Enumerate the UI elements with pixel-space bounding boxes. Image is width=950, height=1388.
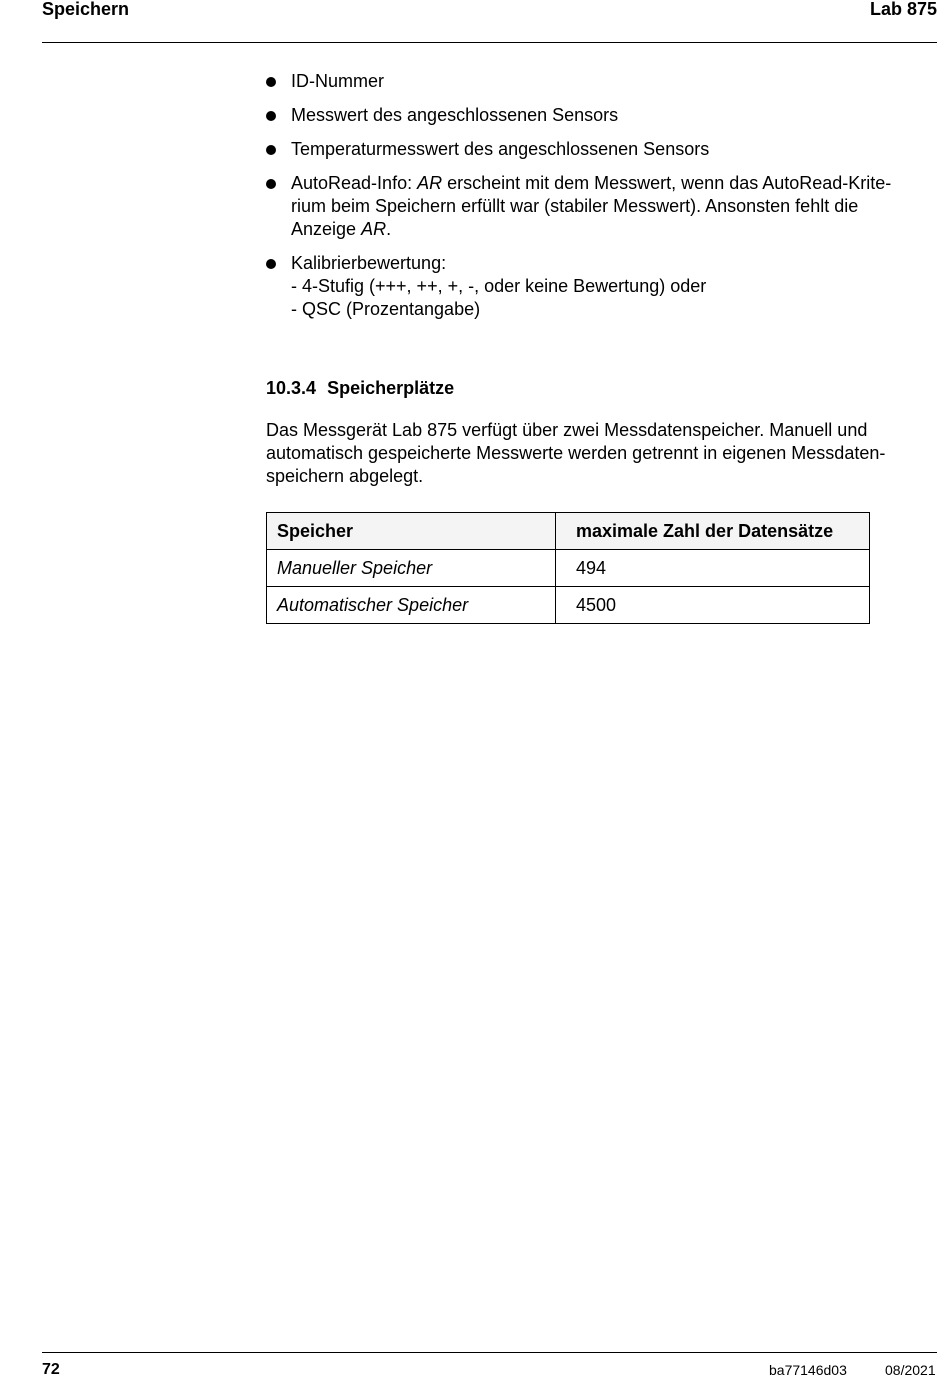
bullet-text: - 4-Stufig (+++, ++, +, -, oder keine Bewertung) oder	[291, 276, 707, 296]
emphasis-text: AR	[361, 219, 387, 239]
bullet-dot-icon	[266, 145, 276, 155]
bullet-item	[266, 138, 941, 161]
table-cell-memory: Automatischer Speicher	[267, 587, 556, 624]
section-number: 10.3.4	[266, 378, 317, 398]
bullet-item	[266, 70, 941, 93]
paragraph-line: automatisch gespeicherte Messwerte werden getrennt in eigenen Messdaten-	[266, 443, 886, 463]
bullet-text: rium beim Speichern erfüllt war (stabiler Messwert). Ansonsten fehlt die	[291, 196, 859, 216]
column-header-memory: Speicher	[267, 513, 556, 550]
header-chapter-title: Speichern	[42, 0, 130, 19]
bullet-text: ID-Nummer	[291, 71, 384, 91]
bullet-line	[291, 252, 941, 275]
bullet-line	[291, 195, 941, 218]
table-row	[267, 587, 870, 624]
section-heading	[266, 377, 454, 400]
bullet-text: .	[386, 219, 392, 239]
emphasis-text: AR	[417, 173, 443, 193]
bullet-text: erscheint mit dem Messwert, wenn das AutoRead-Krite-	[442, 173, 892, 193]
bullet-dot-icon	[266, 179, 276, 189]
bullet-text: - QSC (Prozentangabe)	[291, 299, 481, 319]
bullet-text: Temperaturmesswert des angeschlossenen Sensors	[291, 139, 710, 159]
bullet-dot-icon	[266, 259, 276, 269]
column-header-max-records: maximale Zahl der Datensätze	[556, 513, 870, 550]
page-number: 72	[42, 1361, 60, 1378]
bullet-list	[266, 70, 941, 321]
section-title: Speicherplätze	[327, 378, 455, 398]
header-product-name: Lab 875	[869, 0, 937, 19]
bullet-text: Kalibrierbewertung:	[291, 253, 447, 273]
bullet-line	[291, 275, 941, 298]
paragraph-line: speichern abgelegt.	[266, 466, 424, 486]
header-divider	[42, 42, 937, 43]
bullet-text: Messwert des angeschlossenen Sensors	[291, 105, 619, 125]
bullet-text: AutoRead-Info:	[291, 173, 418, 193]
bullet-line	[291, 70, 941, 93]
bullet-line	[291, 172, 941, 195]
table-header-row	[267, 513, 870, 550]
bullet-line	[291, 104, 941, 127]
table-row	[267, 550, 870, 587]
memory-table	[266, 512, 870, 624]
bullet-item	[266, 252, 941, 321]
section-paragraph	[266, 419, 936, 488]
footer-divider	[42, 1352, 937, 1353]
document-date: 08/2021	[885, 1362, 936, 1378]
table-cell-max-records: 494	[556, 550, 870, 587]
bullet-line	[291, 298, 941, 321]
bullet-dot-icon	[266, 77, 276, 87]
bullet-item	[266, 104, 941, 127]
paragraph-line: Das Messgerät Lab 875 verfügt über zwei Messdatenspeicher. Manuell und	[266, 420, 868, 440]
table-cell-max-records: 4500	[556, 587, 870, 624]
bullet-text: Anzeige	[291, 219, 362, 239]
bullet-line	[291, 138, 941, 161]
bullet-item	[266, 172, 941, 241]
bullet-dot-icon	[266, 111, 276, 121]
bullet-section	[266, 70, 941, 332]
table-cell-memory: Manueller Speicher	[267, 550, 556, 587]
document-id: ba77146d03	[769, 1362, 847, 1378]
bullet-line	[291, 218, 941, 241]
